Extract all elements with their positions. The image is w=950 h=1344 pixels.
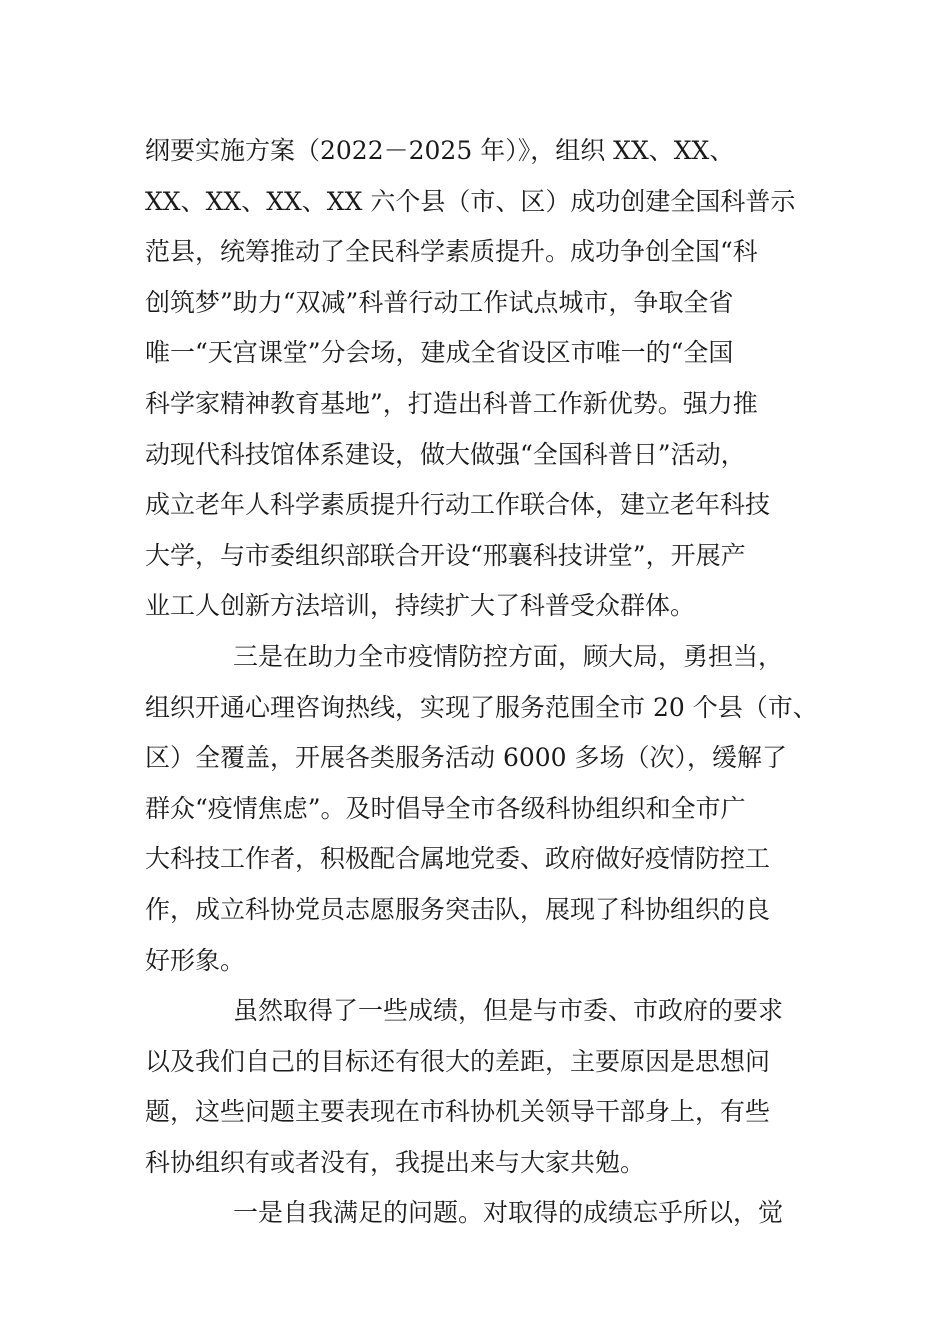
text-line: 大科技工作者，积极配合属地党委、政府做好疫情防控工 bbox=[145, 844, 771, 874]
text-line: 业工人创新方法培训，持续扩大了科普受众群体。 bbox=[145, 591, 696, 621]
text-line: 成立老年人科学素质提升行动工作联合体，建立老年科技 bbox=[145, 490, 771, 520]
text-line: 大学，与市委组织部联合开设“邢襄科技讲堂”，开展产 bbox=[145, 540, 746, 570]
text-line: 范县，统筹推动了全民科学素质提升。成功争创全国“科 bbox=[145, 237, 758, 267]
paragraph-start-line: 一是自我满足的问题。对取得的成绩忘乎所以，觉 bbox=[233, 1198, 784, 1228]
body-text bbox=[145, 126, 825, 1239]
text-line: 科学家精神教育基地”，打造出科普工作新优势。强力推 bbox=[145, 388, 758, 418]
text-line: 好形象。 bbox=[145, 945, 246, 975]
text-line: 作，成立科协党员志愿服务突击队，展现了科协组织的良 bbox=[145, 894, 771, 924]
text-line: 组织开通心理咨询热线，实现了服务范围全市 20 个县（市、 bbox=[145, 692, 818, 722]
text-line: 创筑梦”助力“双减”科普行动工作试点城市，争取全省 bbox=[145, 287, 734, 317]
paragraph-start-line: 虽然取得了一些成绩，但是与市委、市政府的要求 bbox=[233, 996, 784, 1026]
paragraph-start-line: 三是在助力全市疫情防控方面，顾大局，勇担当， bbox=[233, 641, 784, 671]
text-line: 纲要实施方案（2022－2025 年）》，组织 XX、XX、 bbox=[145, 136, 735, 165]
text-line: 区）全覆盖，开展各类服务活动 6000 多场（次），缓解了 bbox=[145, 743, 788, 773]
text-line: 群众“疫情焦虑”。及时倡导全市各级科协组织和全市广 bbox=[145, 793, 746, 823]
text-line: 以及我们自己的目标还有很大的差距，主要原因是思想问 bbox=[145, 1046, 771, 1076]
text-line: 题，这些问题主要表现在市科协机关领导干部身上，有些 bbox=[145, 1097, 771, 1127]
text-line: 动现代科技馆体系建设，做大做强“全国科普日”活动， bbox=[145, 439, 746, 469]
text-line: 科协组织有或者没有，我提出来与大家共勉。 bbox=[145, 1147, 646, 1177]
text-line: XX、XX、XX、XX 六个县（市、区）成功创建全国科普示 bbox=[145, 186, 796, 216]
text-line: 唯一“天宫课堂”分会场，建成全省设区市唯一的“全国 bbox=[145, 338, 734, 368]
